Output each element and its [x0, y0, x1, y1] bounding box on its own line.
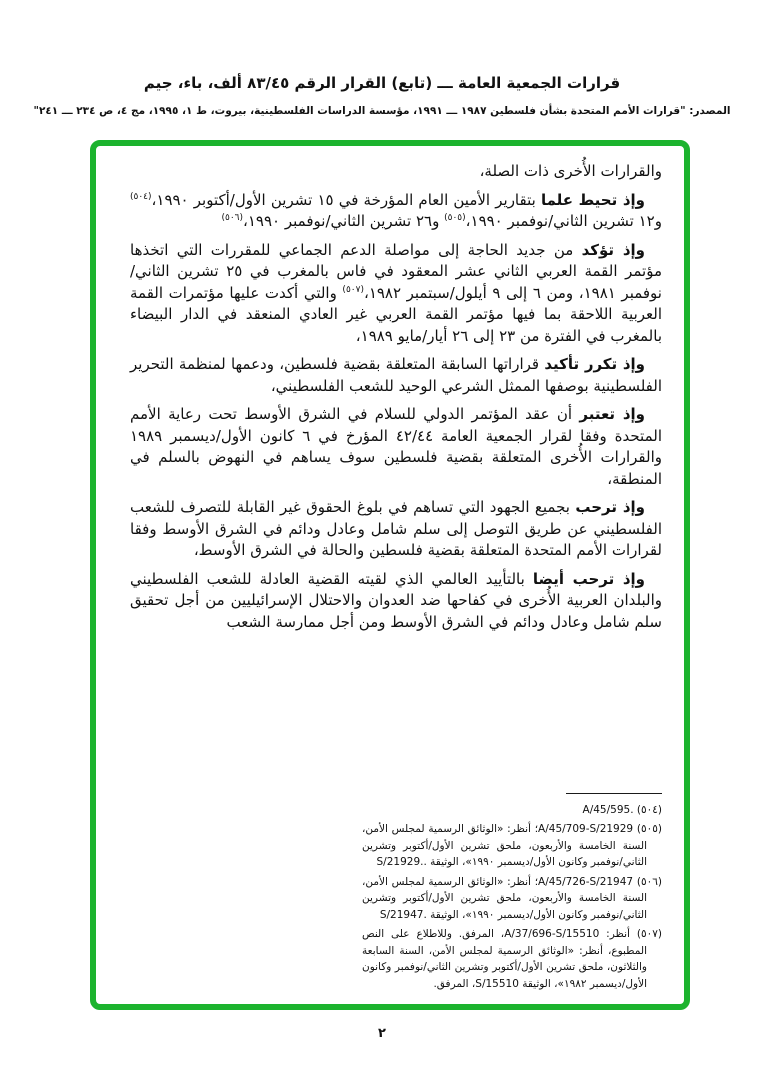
- text-run: قراراتها السابقة المتعلقة بقضية فلسطين، ودعمها لمنظمة التحرير الفلسطينية بوصفها الممثل الشرعي الوحيد للشعب الفلسطيني،: [130, 355, 662, 395]
- document-frame: [90, 140, 690, 1010]
- footnotes-section: [362, 793, 662, 996]
- body-paragraph: [130, 569, 662, 634]
- source-line: المصدر: "قرارات الأمم المتحدة بشأن فلسطين ١٩٨٧ ـــ ١٩٩١، مؤسسة الدراسات الفلسطينية، بيروت، ط ١، ١٩٩٥، مج ٤، ص ٢٣٤ ـــ ٢٤١": [33, 105, 731, 117]
- text-run: (٥٠٦): [633, 875, 662, 888]
- body-paragraph: [130, 240, 662, 348]
- text-run: A/45/709-S/21929: [538, 823, 634, 835]
- text-run: بجميع الجهود التي تساهم في بلوغ الحقوق غير القابلة للتصرف للشعب الفلسطيني عن طريق التوصل إلى سلم شامل وعادل ودائم في الشرق الأوسط وفقا لقرارات الأمم المتحدة المتعلقة بقضية فلسطين والحالة في الشرق الأوسط،: [130, 498, 662, 559]
- footnote-ref: (٥٠٧): [342, 284, 364, 295]
- page-number: ٢: [378, 1026, 386, 1041]
- paragraph-lead: وإذ ترحب أيضا: [532, 569, 645, 588]
- paragraph-lead: وإذ تعتبر: [579, 405, 645, 423]
- footnote-list: [362, 802, 662, 993]
- paragraph-lead: وإذ تحيط علما: [540, 190, 646, 209]
- text-run: A/37/696-S/15510: [504, 928, 600, 940]
- text-run: والقرارات الأُخرى ذات الصلة،: [479, 162, 662, 180]
- body-paragraph: [130, 190, 662, 233]
- footnote-item: [362, 874, 662, 924]
- footnote-ref: (٥٠٤): [130, 191, 152, 202]
- footnote-ref: (٥٠٥): [444, 213, 466, 223]
- body-paragraph: [130, 161, 662, 183]
- text-run: ، المرفق.: [433, 977, 476, 990]
- footnote-item: [362, 802, 662, 819]
- paragraph-lead: وإذ تكرر تأكيد: [544, 355, 645, 373]
- resolution-text: [96, 146, 684, 806]
- text-run: ؛ أنظر: «الوثائق الرسمية لمجلس الأمن، السنة الخامسة والأربعون، ملحق تشرين الأول/أكتوبر وتشرين الثاني/نوفمبر وكانون الأول/ديسمبر ١٩٩٠»، الوثيقة: [362, 823, 647, 868]
- text-run: (٥٠٤): [633, 803, 662, 816]
- body-paragraph: [130, 497, 662, 562]
- text-run: بالتأييد العالمي الذي لقيته القضية العادلة للشعب الفلسطيني والبلدان العربية الأُخرى في كفاحها ضد العدوان والاحتلال الإسرائيليين من أجل تحقيق سلم شامل وعادل ودائم في الشرق الأوسط ومن أجل ممارسة الشعب: [130, 569, 662, 631]
- paragraph-lead: وإذ تؤكد: [581, 240, 645, 259]
- page-title: قرارات الجمعية العامة ـــ (تابع) القرار الرقم ٨٣/٤٥ ألف، باء، جيم: [143, 74, 621, 92]
- text-run: A/45/595.: [582, 803, 634, 816]
- text-run: و١٢ تشرين الثاني/نوفمبر ١٩٩٠،: [465, 212, 662, 230]
- paragraph-lead: وإذ ترحب: [575, 498, 645, 516]
- footnote-item: [362, 926, 662, 992]
- text-run: S/21947.: [379, 908, 427, 921]
- body-paragraph: [130, 354, 662, 397]
- text-run: ؛ أنظر: «الوثائق الرسمية لمجلس الأمن، السنة الخامسة والأربعون، ملحق تشرين الأول/أكتوبر وتشرين الثاني/نوفمبر وكانون الأول/ديسمبر ١٩٩٠»، الوثيقة: [362, 875, 647, 921]
- footnote-ref: (٥٠٦): [221, 213, 244, 223]
- text-run: S/21929..: [376, 856, 427, 868]
- text-run: والتي أكدت عليها مؤتمرات القمة العربية اللاحقة بما فيها مؤتمر القمة العربي غير العادي المنعقد في الدار البيضاء بالمغرب في الفترة من ٢٣ إلى ٢٦ أيار/مايو ١٩٨٩،: [130, 283, 662, 345]
- text-run: و٢٦ تشرين الثاني/نوفمبر ١٩٩٠،: [243, 212, 445, 230]
- text-run: (٥٠٥): [633, 823, 662, 835]
- text-run: من جديد الحاجة إلى مواصلة الدعم الجماعي للمقررات التي اتخذها مؤتمر القمة العربي الثاني عشر المعقود في فاس بالمغرب في ٢٥ تشرين الثاني/نوفمبر ١٩٨١، ومن ٦ إلى ٩ أيلول/سبتمبر ١٩٨٢،: [130, 240, 663, 302]
- body-paragraph: [130, 404, 662, 490]
- text-run: بتقارير الأمين العام المؤرخة في ١٥ تشرين الأول/أكتوبر ١٩٩٠،: [151, 190, 541, 209]
- text-run: أن عقد المؤتمر الدولي للسلام في الشرق الأوسط تحت رعاية الأمم المتحدة وفقا لقرار الجمعية العامة ٤٢/٤٤ المؤرخ في ٦ كانون الأول/ديسمبر ١٩٨٩ والقرارات الأُخرى المتعلقة بقضية فلسطين سوف يساهم في النهوض بالسلم في المنطقة،: [130, 405, 662, 488]
- text-run: S/15510: [475, 977, 519, 990]
- text-run: A/45/726-S/21947: [538, 875, 634, 888]
- footnote-item: [362, 821, 662, 871]
- footnote-separator: [566, 793, 662, 794]
- text-run: ، المرفق. وللاطلاع على النص المطبوع، أنظر: «الوثائق الرسمية لمجلس الأمن، السنة السابعة والثلاثون، ملحق تشرين الأول/أكتوبر وتشرين الثاني/نوفمبر وكانون الأول/ديسمبر ١٩٨٢»، الوثيقة: [362, 928, 647, 990]
- text-run: (٥٠٧) أنظر:: [599, 928, 662, 940]
